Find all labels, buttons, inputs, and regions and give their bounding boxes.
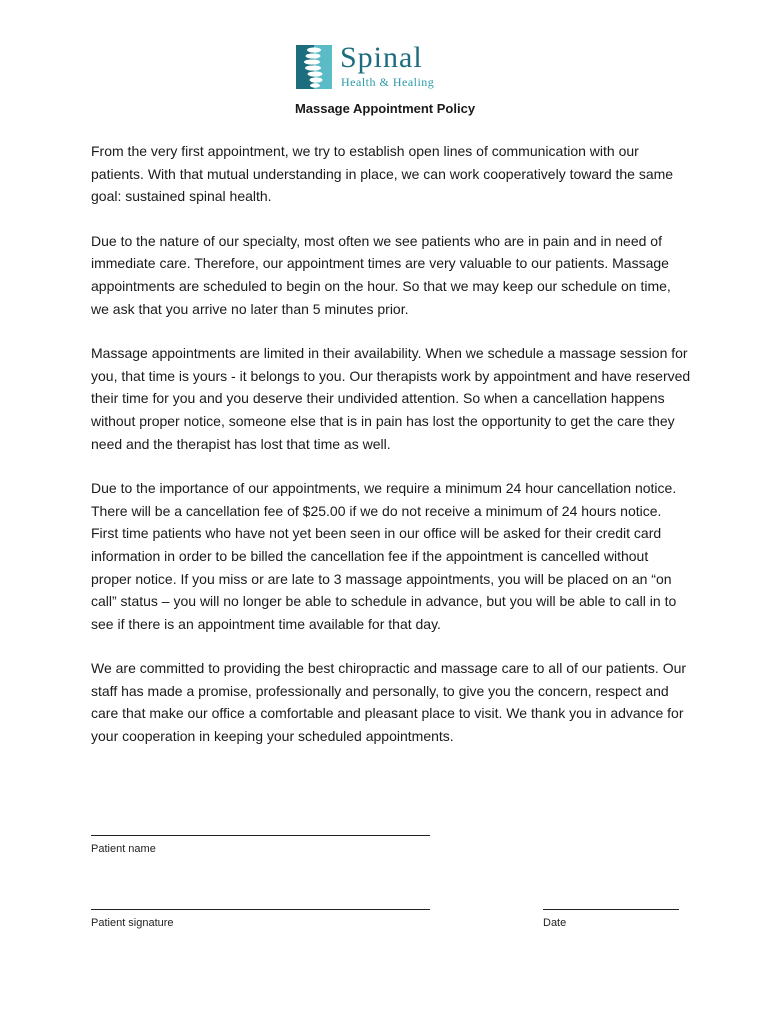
spinal-health-logo [296,41,476,91]
patient-signature-label: Patient signature [91,917,174,929]
spine-logo-icon [296,45,336,89]
paragraph-availability: Massage appointments are limited in their availability. When we schedule a massage session for you, that time is yours - it belongs to you. Our therapists work by appointment and have reserved their time for you and you deserve their undivided attention. So when a cancellation happens without proper notice, someone else that is in pain has lost the opportunity to get the care they need and the therapist has lost that time as well. [91,345,691,452]
date-label: Date [543,917,567,929]
paragraph-intro: From the very first appointment, we try to establish open lines of communication with our patients. With that mutual understanding in place, we can work cooperatively toward the same goal: sustained spinal health. [91,143,674,205]
page-title: Massage Appointment Policy [294,101,476,116]
policy-body [91,140,691,770]
patient-name-label: Patient name [91,843,156,855]
patient-signature-line[interactable] [91,909,430,910]
logo-tagline: Health & Healing [341,75,435,89]
date-line[interactable] [543,909,679,910]
paragraph-cancellation: Due to the importance of our appointments, we require a minimum 24 hour cancellation notice. There will be a cancellation fee of $25.00 if we do not receive a minimum of 24 hours notice. First time patients who have not yet been seen in our office will be asked for their credit card information in order to be billed the cancellation fee if the appointment is cancelled without proper notice. If you miss or are late to 3 massage appointments, you will be placed on an “on call” status – you will no longer be able to schedule in advance, but you will be able to call in to see if there is an appointment time available for that day. [91,480,677,632]
paragraph-arrival: Due to the nature of our specialty, most often we see patients who are in pain and in need of immediate care. Therefore, our appointment times are very valuable to our patients. Massage appointments are scheduled to begin on the hour. So that we may keep our schedule on time, we ask that you arrive no later than 5 minutes prior. [91,232,671,317]
paragraph-commitment: We are committed to providing the best chiropractic and massage care to all of our patients. Our staff has made a promise, professionally and personally, to give you the concern, respect and care that make our office a comfortable and pleasant place to visit. We thank you in advance for your cooperation in keeping your scheduled appointments. [91,660,687,745]
patient-name-line[interactable] [91,835,430,836]
logo-wordmark: Spinal [340,41,423,74]
